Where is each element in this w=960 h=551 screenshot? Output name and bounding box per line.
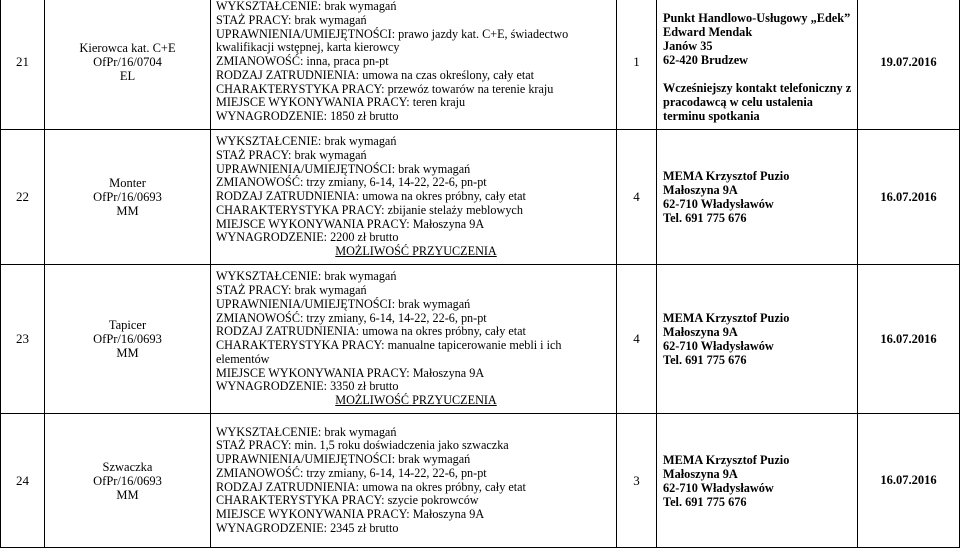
job-title-cell xyxy=(45,265,211,414)
desc-line: ZMIANOWOŚĆ: trzy zmiany, 6-14, 14-22, 22-6, pn-pt xyxy=(216,310,487,325)
employer-line: MEMA Krzysztof Puzio xyxy=(663,311,790,325)
employer-line: 62-710 Władysławów xyxy=(663,480,774,495)
offer-code: OfPr/16/0693 xyxy=(93,473,162,488)
job-description xyxy=(211,265,617,414)
job-title-cell xyxy=(45,0,211,130)
desc-line: WYNAGRODZENIE: 3350 zł brutto xyxy=(216,379,399,394)
offer-date: 19.07.2016 xyxy=(858,0,960,130)
staff-initials: MM xyxy=(116,346,139,360)
desc-line: WYNAGRODZENIE: 2345 zł brutto xyxy=(216,520,399,535)
job-description xyxy=(211,414,617,548)
row-number: 24 xyxy=(1,414,45,548)
table-row xyxy=(1,265,960,414)
offer-date: 16.07.2016 xyxy=(858,130,960,265)
employer-line: Tel. 691 775 676 xyxy=(663,211,747,225)
desc-line: CHARAKTERYSTYKA PRACY: przewóz towarów na terenie kraju xyxy=(216,81,554,96)
job-description xyxy=(211,0,617,130)
employer-cell xyxy=(657,130,858,265)
desc-line: ZMIANOWOŚĆ: trzy zmiany, 6-14, 14-22, 22-6, pn-pt xyxy=(216,465,487,480)
job-title-cell xyxy=(45,414,211,548)
desc-line: elementów xyxy=(216,351,270,366)
desc-line: STAŻ PRACY: brak wymagań xyxy=(216,147,367,162)
offer-date: 16.07.2016 xyxy=(858,414,960,548)
row-number: 21 xyxy=(1,0,45,130)
desc-line: CHARAKTERYSTYKA PRACY: zbijanie stelaży meblowych xyxy=(216,202,523,217)
desc-line: MIEJSCE WYKONYWANIA PRACY: Małoszyna 9A xyxy=(216,365,485,380)
employer-line: Janów 35 xyxy=(663,39,713,53)
desc-line: MIEJSCE WYKONYWANIA PRACY: teren kraju xyxy=(216,95,466,110)
job-title: Tapicer xyxy=(108,318,147,332)
desc-line: MIEJSCE WYKONYWANIA PRACY: Małoszyna 9A xyxy=(216,507,485,521)
positions-count: 3 xyxy=(617,414,657,548)
table-row xyxy=(1,414,960,548)
employer-line: Małoszyna 9A xyxy=(663,325,738,339)
job-title: Kierowca kat. C+E xyxy=(79,41,176,55)
offer-date: 16.07.2016 xyxy=(858,265,960,414)
desc-line: RODZAJ ZATRUDNIENIA: umowa na okres próbny, cały etat xyxy=(216,479,526,494)
employer-line: Małoszyna 9A xyxy=(663,183,738,197)
desc-line: CHARAKTERYSTYKA PRACY: manualne tapicerowanie mebli i ich xyxy=(216,338,562,352)
job-title-cell xyxy=(45,130,211,265)
training-note: MOŻLIWOŚĆ PRZYUCZENIA xyxy=(335,244,497,259)
employer-line: Punkt Handlowo-Usługowy „Edek” xyxy=(663,11,851,25)
positions-count: 4 xyxy=(617,130,657,265)
row-number: 23 xyxy=(1,265,45,414)
offer-code: OfPr/16/0693 xyxy=(93,190,162,204)
employer-line: 62-420 Brudzew xyxy=(663,53,749,67)
employer-line: MEMA Krzysztof Puzio xyxy=(663,169,790,183)
desc-line: UPRAWNIENIA/UMIEJĘTNOŚCI: brak wymagań xyxy=(216,452,471,466)
positions-count: 1 xyxy=(617,0,657,130)
employer-cell xyxy=(657,0,858,130)
staff-initials: EL xyxy=(119,69,136,83)
training-note: MOŻLIWOŚĆ PRZYUCZENIA xyxy=(335,393,497,407)
job-title: Monter xyxy=(109,176,146,190)
employer-cell xyxy=(657,414,858,548)
desc-line: UPRAWNIENIA/UMIEJĘTNOŚCI: prawo jazdy kat. C+E, świadectwo xyxy=(216,26,569,41)
employer-note: Wcześniejszy kontakt telefoniczny z pracodawcą w celu ustalenia terminu spotkania xyxy=(663,81,852,123)
employer-line: Tel. 691 775 676 xyxy=(663,353,747,367)
desc-line: RODZAJ ZATRUDNIENIA: umowa na okres próbny, cały etat xyxy=(216,189,526,204)
employer-line: Tel. 691 775 676 xyxy=(663,494,747,509)
desc-line: ZMIANOWOŚĆ: inna, praca pn-pt xyxy=(216,54,389,69)
table-row xyxy=(1,130,960,265)
employer-line: Małoszyna 9A xyxy=(663,466,738,481)
row-number: 22 xyxy=(1,130,45,265)
staff-initials: MM xyxy=(116,487,139,502)
desc-line: UPRAWNIENIA/UMIEJĘTNOŚCI: brak wymagań xyxy=(216,296,471,311)
employer-cell xyxy=(657,265,858,414)
desc-line: STAŻ PRACY: brak wymagań xyxy=(216,12,367,27)
employer-line: Edward Mendak xyxy=(663,25,753,39)
employer-line: 62-710 Władysławów xyxy=(663,339,774,353)
desc-line: RODZAJ ZATRUDNIENIA: umowa na okres próbny, cały etat xyxy=(216,324,526,339)
employer-line: MEMA Krzysztof Puzio xyxy=(663,452,790,467)
job-description xyxy=(211,130,617,265)
desc-line: ZMIANOWOŚĆ: trzy zmiany, 6-14, 14-22, 22-6, pn-pt xyxy=(216,175,487,190)
desc-line: WYKSZTAŁCENIE: brak wymagań xyxy=(216,134,397,149)
staff-initials: MM xyxy=(116,204,139,218)
desc-line: STAŻ PRACY: brak wymagań xyxy=(216,283,367,297)
offer-code: OfPr/16/0704 xyxy=(93,55,162,69)
table-row xyxy=(1,0,960,130)
desc-line: WYNAGRODZENIE: 1850 zł brutto xyxy=(216,109,399,124)
desc-line: WYKSZTAŁCENIE: brak wymagań xyxy=(216,424,397,439)
desc-line: UPRAWNIENIA/UMIEJĘTNOŚCI: brak wymagań xyxy=(216,161,471,176)
positions-count: 4 xyxy=(617,265,657,414)
desc-line: WYNAGRODZENIE: 2200 zł brutto xyxy=(216,230,399,245)
employer-line: 62-710 Władysławów xyxy=(663,197,774,211)
desc-line: MIEJSCE WYKONYWANIA PRACY: Małoszyna 9A xyxy=(216,216,485,231)
desc-line: WYKSZTAŁCENIE: brak wymagań xyxy=(216,0,397,14)
desc-line: RODZAJ ZATRUDNIENIA: umowa na czas określony, cały etat xyxy=(216,67,535,82)
offer-code: OfPr/16/0693 xyxy=(93,332,162,346)
desc-line: WYKSZTAŁCENIE: brak wymagań xyxy=(216,269,397,284)
desc-line: STAŻ PRACY: min. 1,5 roku doświadczenia jako szwaczka xyxy=(216,438,509,453)
desc-line: kwalifikacji wstępnej, karta kierowcy xyxy=(216,40,400,55)
desc-line: CHARAKTERYSTYKA PRACY: szycie pokrowców xyxy=(216,493,479,508)
job-title: Szwaczka xyxy=(102,459,153,474)
